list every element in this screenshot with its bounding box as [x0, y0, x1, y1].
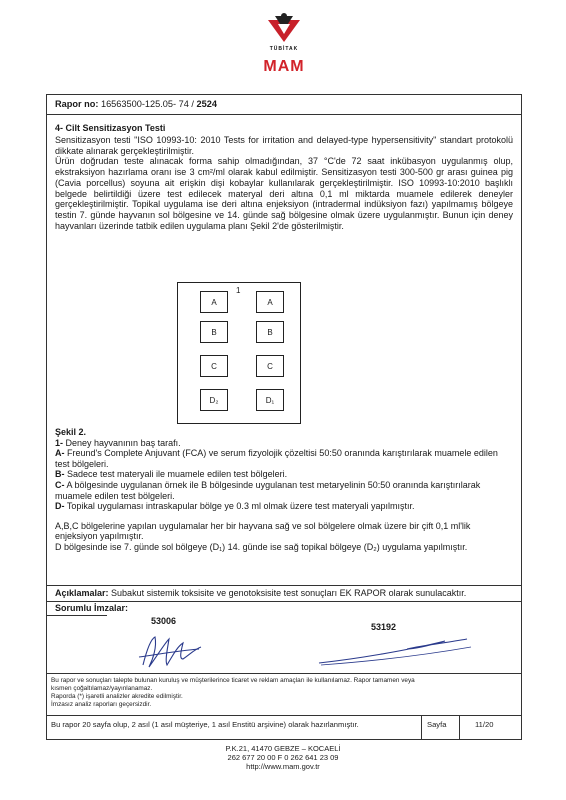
figure-note: A,B,C bölgelerine yapılan uygulamalar her bir hayvana sağ ve sol bölgelere olmak üzere bir çift 0,1 ml'lik enjeksiyon yapılmıştır.: [55, 520, 471, 542]
legend-item: 1- Deney hayvanının baş tarafı.: [55, 437, 181, 448]
remarks-text: Subakut sistemik toksisite ve genotoksisite test sonuçları EK RAPOR olarak sunulacaktır.: [111, 588, 467, 598]
report-number-value: 16563500-125.05- 74 /: [100, 99, 194, 109]
diagram-cell-left: B: [200, 321, 228, 343]
signature-id-1: 53006: [151, 616, 177, 626]
section-title: 4- Cilt Sensitizasyon Testi: [55, 123, 166, 133]
section-body: [55, 135, 513, 231]
diagram-cell-right: B: [256, 321, 284, 343]
legend-item: D- Topikal uygulaması intraskapular bölge ye 0.3 ml olmak üzere test materyali yapılmıştır.: [55, 501, 415, 512]
report-number-bold: 2524: [196, 99, 217, 109]
diagram-cell-right: A: [256, 291, 284, 313]
logo-emblem-icon: [262, 12, 306, 46]
signatures-label: Sorumlu İmzalar:: [55, 603, 129, 613]
signature-id-2: 53192: [371, 622, 397, 632]
diagram-cell-left: A: [200, 291, 228, 313]
figure-legend: [55, 427, 513, 553]
section-paragraph: Ürün doğrudan teste alınacak forma sahip olmadığından, 37 °C'de 72 saat inkübasyon uygulanmış olup, ekstraksiyon hazırlama oranı ise 3 cm²/ml olarak kabul edilmiştir. Sensitizasyon testi 300-500 gr arası guinea pig (Cavia porcellus) soyuna ait erişkin dişi kobaylar kullanılarak gerçekleştirilmiştir. ISO 10993-10:2010 başlıklı belgede belirtildiği üzere test edilecek materyal deri altına 0,1 ml miktarda muamele edilerek deneyler gerçekleştirilmiştir. Topikal uygulama ise deri altına enjeksiyon (intradermal indüksiyon fazı) yapılmamış bölgeye testin 7. günde hayvanın sol bölgesine ve 14. günde sağ bölgesine olmak üzere uygulanmıştır. Bunun için deney hayvanları üzerinde tatbik edilen uygulama planı Şekil 2'de gösterilmiştir.: [55, 156, 513, 231]
diagram-cell-right: D₁: [256, 389, 284, 411]
tubitak-mam-logo: [262, 12, 306, 84]
footer-copies: Bu rapor 20 sayfa olup, 2 asıl (1 asıl müşteriye, 1 asıl Enstitü arşivine) olarak hazırlanmıştır.: [51, 720, 359, 729]
application-plan-diagram: [177, 282, 301, 424]
diagram-cell-left: D₂: [200, 389, 228, 411]
report-number-label: Rapor no:: [55, 99, 99, 109]
website-link[interactable]: http://www.mam.gov.tr: [246, 762, 320, 771]
figure-note: D bölgesinde ise 7. günde sol bölgeye (D₁) 14. günde ise sağ topikal bölgeye (D₂) uygulama yapılmıştır.: [55, 541, 468, 552]
figure-title: Şekil 2.: [55, 427, 87, 437]
legend-item: C- A bölgesinde uygulanan örnek ile B bölgesinde uygulanan test metaryelinin 50:50 oranında karıştırılarak muamele edilen test bölgeleri.: [55, 479, 481, 501]
remarks: [55, 588, 466, 599]
page-label: Sayfa: [427, 720, 447, 729]
legend-item: A- Freund's Complete Anjuvant (FCA) ve serum fizyolojik çözeltisi 50:50 oranında karıştırılarak muamele edilen test bölgeleri.: [55, 448, 498, 469]
address-line: P.K.21, 41470 GEBZE – KOCAELİ: [225, 744, 341, 753]
report-number: [55, 99, 217, 110]
footer-disclaimer: Bu rapor ve sonuçları talepte bulunan kuruluş ve müşterilerince ticaret ve reklam amaçları ile kullanılamaz. Rapor tamamen veya kısmen çoğaltılamaz/yayınlanamaz. Raporda (*) işaretli analizler akredite edilmiştir. İmzasız analiz raporları geçersizdir.: [51, 677, 415, 708]
address-block: [0, 744, 566, 771]
section-paragraph: Sensitizasyon testi "ISO 10993-10: 2010 Tests for irritation and delayed-type hypersensitivity" standart protokolü dikkate alınarak gerçekleştirilmiştir.: [55, 135, 513, 156]
diagram-head-marker: 1: [236, 286, 241, 295]
diagram-cell-left: C: [200, 355, 228, 377]
logo-mam-text: MAM: [263, 58, 305, 75]
signature-2-icon: [315, 633, 475, 667]
phone-line: 262 677 20 00 F 0 262 641 23 09: [227, 753, 339, 762]
signature-1-icon: [137, 629, 207, 673]
page-number: 11/20: [475, 720, 494, 729]
remarks-label: Açıklamalar:: [55, 588, 109, 598]
logo-tubitak-text: TÜBİTAK: [269, 46, 299, 52]
legend-item: B- Sadece test materyali ile muamele edilen test bölgeleri.: [55, 469, 288, 480]
diagram-cell-right: C: [256, 355, 284, 377]
